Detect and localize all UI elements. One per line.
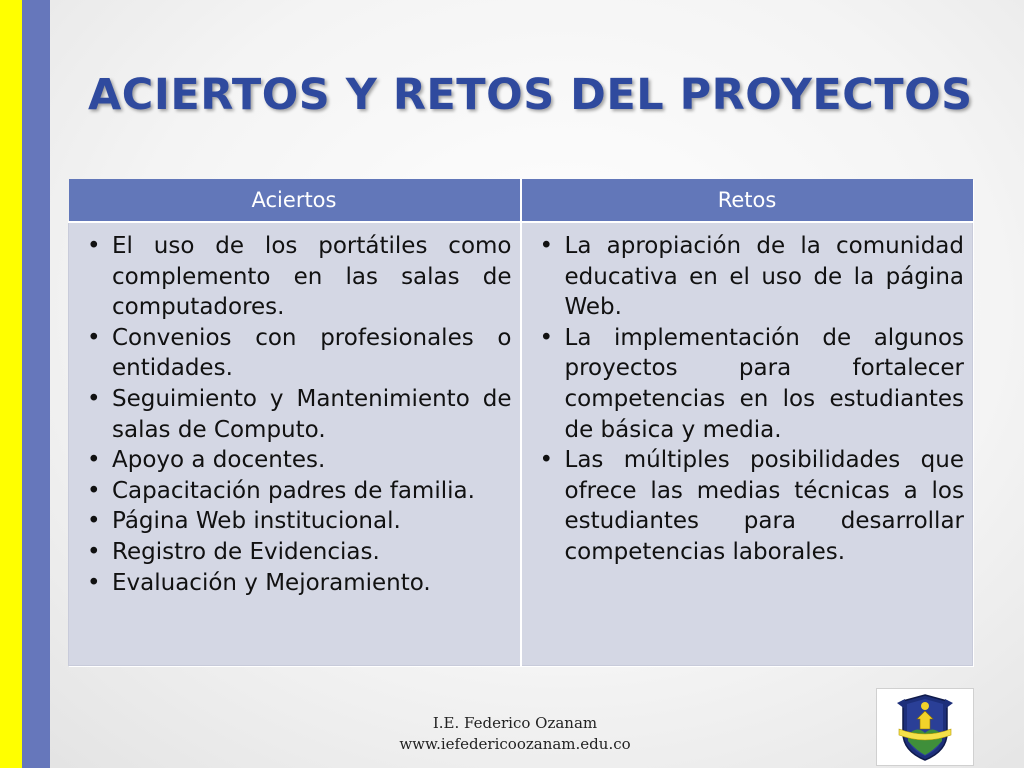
school-logo — [876, 688, 974, 766]
list-item: • Registro de Evidencias. — [77, 537, 512, 568]
aciertos-retos-table — [68, 179, 973, 666]
retos-list — [530, 231, 965, 568]
retos-cell — [521, 222, 973, 666]
list-item: • Página Web institucional. — [77, 506, 512, 537]
left-accent-bar-blue — [22, 0, 50, 768]
school-crest-icon — [877, 689, 973, 765]
list-item: • Capacitación padres de familia. — [77, 476, 512, 507]
table-body-row — [69, 222, 973, 666]
aciertos-list — [77, 231, 512, 598]
slide-title: ACIERTOS Y RETOS DEL PROYECTOS — [88, 70, 973, 120]
aciertos-cell — [69, 222, 521, 666]
list-item: • Convenios con profesionales o entidades. — [77, 323, 512, 384]
list-item: • El uso de los portátiles como complemento en las salas de computadores. — [77, 231, 512, 323]
list-item: • La implementación de algunos proyectos para fortalecer competencias en los estudiantes de básica y media. — [530, 323, 965, 445]
table-header-row — [69, 179, 973, 222]
list-item: • Las múltiples posibilidades que ofrece las medias técnicas a los estudiantes para desarrollar competencias laborales. — [530, 445, 965, 567]
header-retos: Retos — [521, 179, 973, 222]
list-item: • La apropiación de la comunidad educativa en el uso de la página Web. — [530, 231, 965, 323]
footer-url: www.iefedericoozanam.edu.co — [399, 735, 631, 753]
footer-institution: I.E. Federico Ozanam — [432, 714, 598, 732]
list-item: • Apoyo a docentes. — [77, 445, 512, 476]
list-item: • Seguimiento y Mantenimiento de salas de Computo. — [77, 384, 512, 445]
footer-credit — [390, 713, 640, 755]
left-accent-bar-yellow — [0, 0, 22, 768]
header-aciertos: Aciertos — [69, 179, 521, 222]
list-item: • Evaluación y Mejoramiento. — [77, 568, 512, 599]
